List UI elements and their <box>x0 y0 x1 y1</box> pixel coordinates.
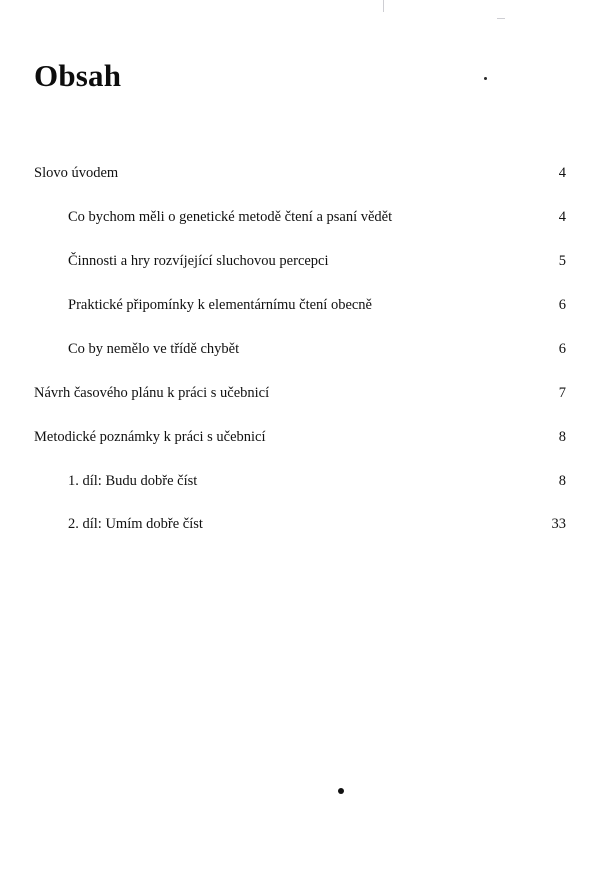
toc-entry-title: Činnosti a hry rozvíjející sluchovou percepci <box>68 253 329 269</box>
scan-mark <box>383 0 384 12</box>
toc-entry-page: 6 <box>558 341 566 357</box>
toc-entry <box>0 471 600 491</box>
toc-entry-page: 8 <box>558 473 566 489</box>
toc-entry-page: 33 <box>551 516 566 532</box>
toc-entry-page: 6 <box>558 297 566 313</box>
toc-entry-title: Praktické připomínky k elementárnímu čtení obecně <box>68 297 372 313</box>
toc-entry-title: Metodické poznámky k práci s učebnicí <box>34 429 266 445</box>
toc-entry-title: Návrh časového plánu k práci s učebnicí <box>34 385 270 401</box>
page-title: Obsah <box>34 58 122 93</box>
toc-entry-title: Co by nemělo ve třídě chybět <box>68 341 240 357</box>
toc-entry <box>0 251 600 271</box>
toc-entry <box>0 383 600 403</box>
toc-entry-page: 4 <box>558 209 566 225</box>
toc-entry <box>0 514 600 534</box>
scan-mark <box>497 18 505 19</box>
toc-entry <box>0 427 600 447</box>
ink-blot <box>338 788 344 794</box>
toc-entry <box>0 339 600 359</box>
toc-entry-page: 8 <box>558 429 566 445</box>
toc-entry-title: 2. díl: Umím dobře číst <box>68 516 203 532</box>
toc-entry <box>0 207 600 227</box>
toc-entry-title: Co bychom měli o genetické metodě čtení a psaní vědět <box>68 209 393 225</box>
toc-entry-page: 7 <box>558 385 566 401</box>
ink-speck <box>484 77 487 80</box>
toc-entry <box>0 295 600 315</box>
toc-entry-title: 1. díl: Budu dobře číst <box>68 473 198 489</box>
toc-entry-page: 5 <box>558 253 566 269</box>
toc-entry-page: 4 <box>558 165 566 181</box>
toc-entry <box>0 163 600 183</box>
toc-entry-title: Slovo úvodem <box>34 165 119 181</box>
